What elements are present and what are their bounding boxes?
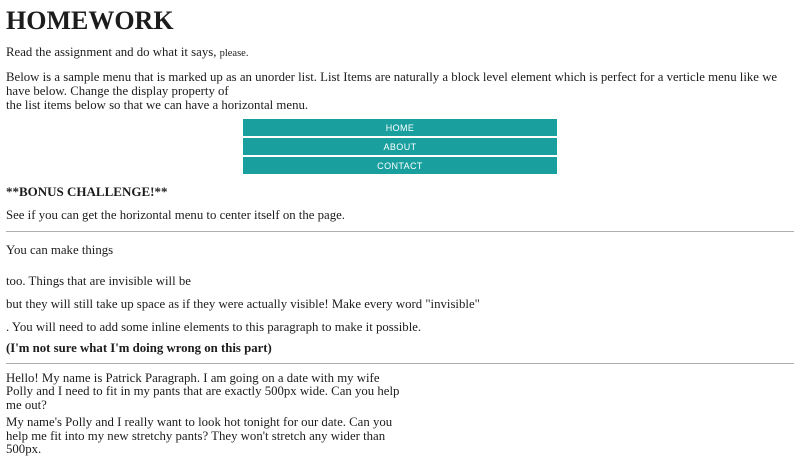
polly-paragraph [6,416,794,456]
invisible-exercise-line: You can make things [6,243,114,257]
invisible-exercise-section [6,243,794,356]
sample-menu [243,119,557,174]
intro-paragraph [6,45,794,61]
polly-line: 500px. [6,442,42,457]
intro-text: Read the assignment and do what it says, [6,45,217,59]
bonus-challenge-heading: **BONUS CHALLENGE!** [6,184,168,199]
patrick-line: Polly and I need to fit in my pants that are exactly 500px wide. Can you help [6,384,400,399]
invisible-exercise-line: but they will still take up space as if they were actually visible! Make every word "invisible" [6,297,480,311]
divider [6,363,794,364]
intro-small-text: please. [219,48,249,59]
instructions-line: the list items below so that we can have a horizontal menu. [6,98,309,112]
bonus-challenge-text: See if you can get the horizontal menu to center itself on the page. [6,208,345,222]
menu-item-about[interactable]: ABOUT [243,138,557,155]
instructions-paragraph [6,70,794,112]
instructions-line: Below is a sample menu that is marked up as an unorder list. List Items are naturally a block level element which is perfect for a verticle menu like we have below. Change the display property of [6,70,778,98]
invisible-exercise-line: too. Things that are invisible will be [6,274,191,288]
patrick-line: Hello! My name is Patrick Paragraph. I am going on a date with my wife [6,371,380,385]
polly-line: help me fit into my new stretchy pants? They won't stretch any wider than [6,428,386,443]
patrick-paragraph [6,372,794,412]
invisible-exercise-line: . You will need to add some inline elements to this paragraph to make it possible. [6,320,422,334]
patrick-line: me out? [6,397,47,412]
divider [6,231,794,232]
polly-line: My name's Polly and I really want to look hot tonight for our date. Can you [6,415,393,430]
invisible-exercise-note: (I'm not sure what I'm doing wrong on this part) [6,341,272,355]
menu-item-home[interactable]: HOME [243,119,557,136]
menu-item-contact[interactable]: CONTACT [243,157,557,174]
page-title: HOMEWORK [6,6,174,35]
